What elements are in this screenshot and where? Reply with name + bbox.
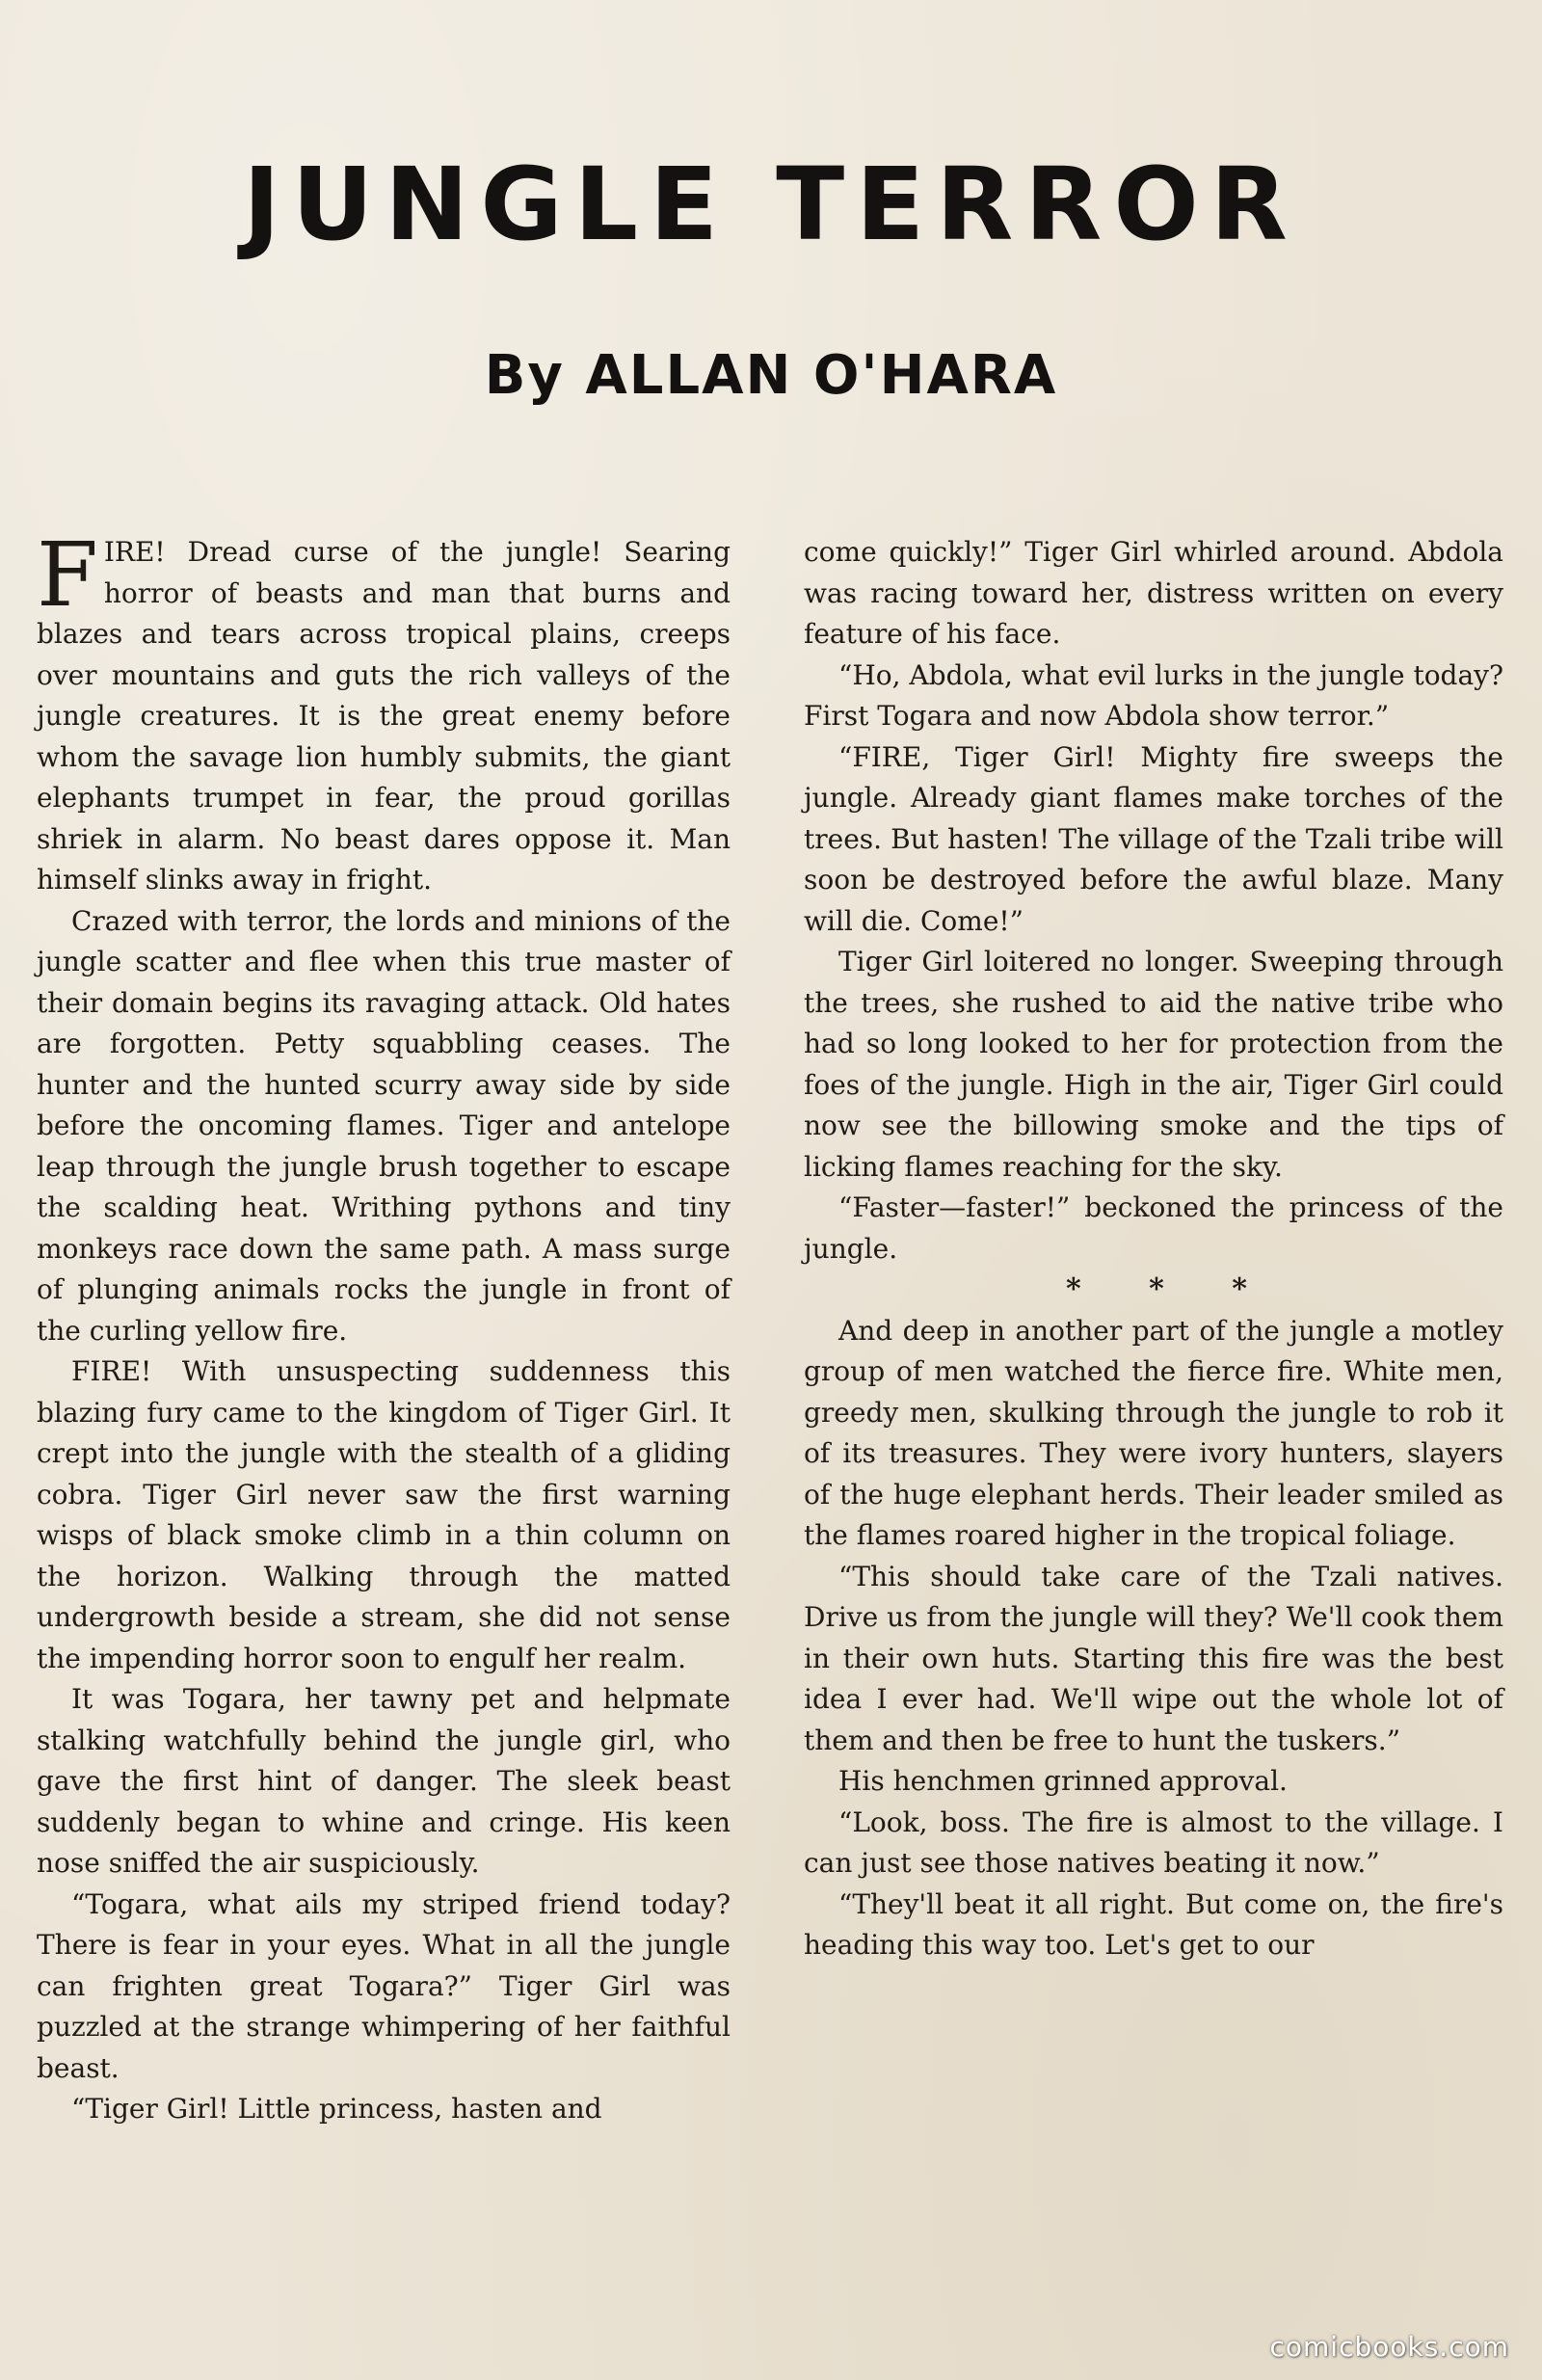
- paragraph: “Togara, what ails my striped friend today? There is fear in your eyes. What in all the jungle can frighten great Togara?” Tiger Girl was puzzled at the strange whimpering of her faithful beast.: [37, 1887, 731, 2084]
- paragraph: [37, 523, 731, 901]
- story-byline: By ALLAN O'HARA: [484, 344, 1058, 407]
- paragraph: come quickly!” Tiger Girl whirled around. Abdola was racing toward her, distress written on every feature of his face.: [804, 536, 1503, 650]
- paragraph: “Ho, Abdola, what evil lurks in the jungle today? First Togara and now Abdola show terror.”: [804, 658, 1503, 732]
- paragraph: “Look, boss. The fire is almost to the village. I can just see those natives beating it now.”: [804, 1805, 1503, 1879]
- paragraph: “They'll beat it all right. But come on, the fire's heading this way too. Let's get to our: [804, 1887, 1503, 1961]
- story-title: JUNGLE TERROR: [243, 146, 1299, 263]
- site-watermark: comicbooks.com: [1269, 2331, 1509, 2363]
- paragraph: “FIRE, Tiger Girl! Mighty fire sweeps the jungle. Already giant flames make torches of the trees. But hasten! The village of the Tzali tribe will soon be destroyed before the awful blaze. Many will die. Come!”: [804, 740, 1503, 937]
- paragraph: And deep in another part of the jungle a motley group of men watched the fierce fire. White men, greedy men, skulking through the jungle to rob it of its treasures. They were ivory hunters, slayers of the huge elephant herds. Their leader smiled as the flames roared higher in the tropical foliage.: [804, 1314, 1503, 1551]
- text-column-right: [804, 532, 1503, 1966]
- paragraph: “Tiger Girl! Little princess, hasten and: [71, 2093, 602, 2125]
- paragraph: “This should take care of the Tzali natives. Drive us from the jungle will they? We'll cook them in their own huts. Starting this fire was the best idea I ever had. We'll wipe out the whole lot of them and then be free to hunt the tuskers.”: [804, 1560, 1503, 1756]
- section-break: * * *: [1066, 1272, 1276, 1306]
- paragraph: Crazed with terror, the lords and minions of the jungle scatter and flee when this true master of their domain begins its ravaging attack. Old hates are forgotten. Petty squabbling ceases. The hunter and the hunted scurry away side by side before the oncoming flames. Tiger and antelope leap through the jungle brush together to escape the scalding heat. Writhing pythons and tiny monkeys race down the same path. A mass surge of plunging animals rocks the jungle in front of the curling yellow fire.: [37, 904, 731, 1347]
- paragraph: FIRE! With unsuspecting suddenness this blazing fury came to the kingdom of Tiger Girl. It crept into the jungle with the stealth of a gliding cobra. Tiger Girl never saw the first warning wisps of black smoke climb in a thin column on the horizon. Walking through the matted undergrowth beside a stream, she did not sense the impending horror soon to engulf her realm.: [37, 1355, 731, 1674]
- drop-cap: F: [37, 523, 98, 627]
- paragraph: “Faster—faster!” beckoned the princess of the jungle.: [804, 1191, 1503, 1265]
- paragraph-text: IRE! Dread curse of the jungle! Searing horror of beasts and man that burns and blazes and tears across tropical plains, creeps over mountains and guts the rich valleys of the jungle creatures. It is the great enemy before whom the savage lion humbly submits, the giant elephants trumpet in fear, the proud gorillas shriek in alarm. No beast dares oppose it. Man himself slinks away in fright.: [37, 536, 731, 896]
- paragraph: His henchmen grinned approval.: [838, 1765, 1288, 1797]
- paragraph: It was Togara, her tawny pet and helpmate stalking watchfully behind the jungle girl, who gave the first hint of danger. The sleek beast suddenly began to whine and cringe. His keen nose sniffed the air suspiciously.: [37, 1683, 731, 1879]
- paragraph: Tiger Girl loitered no longer. Sweeping through the trees, she rushed to aid the native tribe who had so long looked to her for protection from the foes of the jungle. High in the air, Tiger Girl could now see the billowing smoke and the tips of licking flames reaching for the sky.: [804, 946, 1503, 1183]
- text-column-left: [37, 523, 731, 2130]
